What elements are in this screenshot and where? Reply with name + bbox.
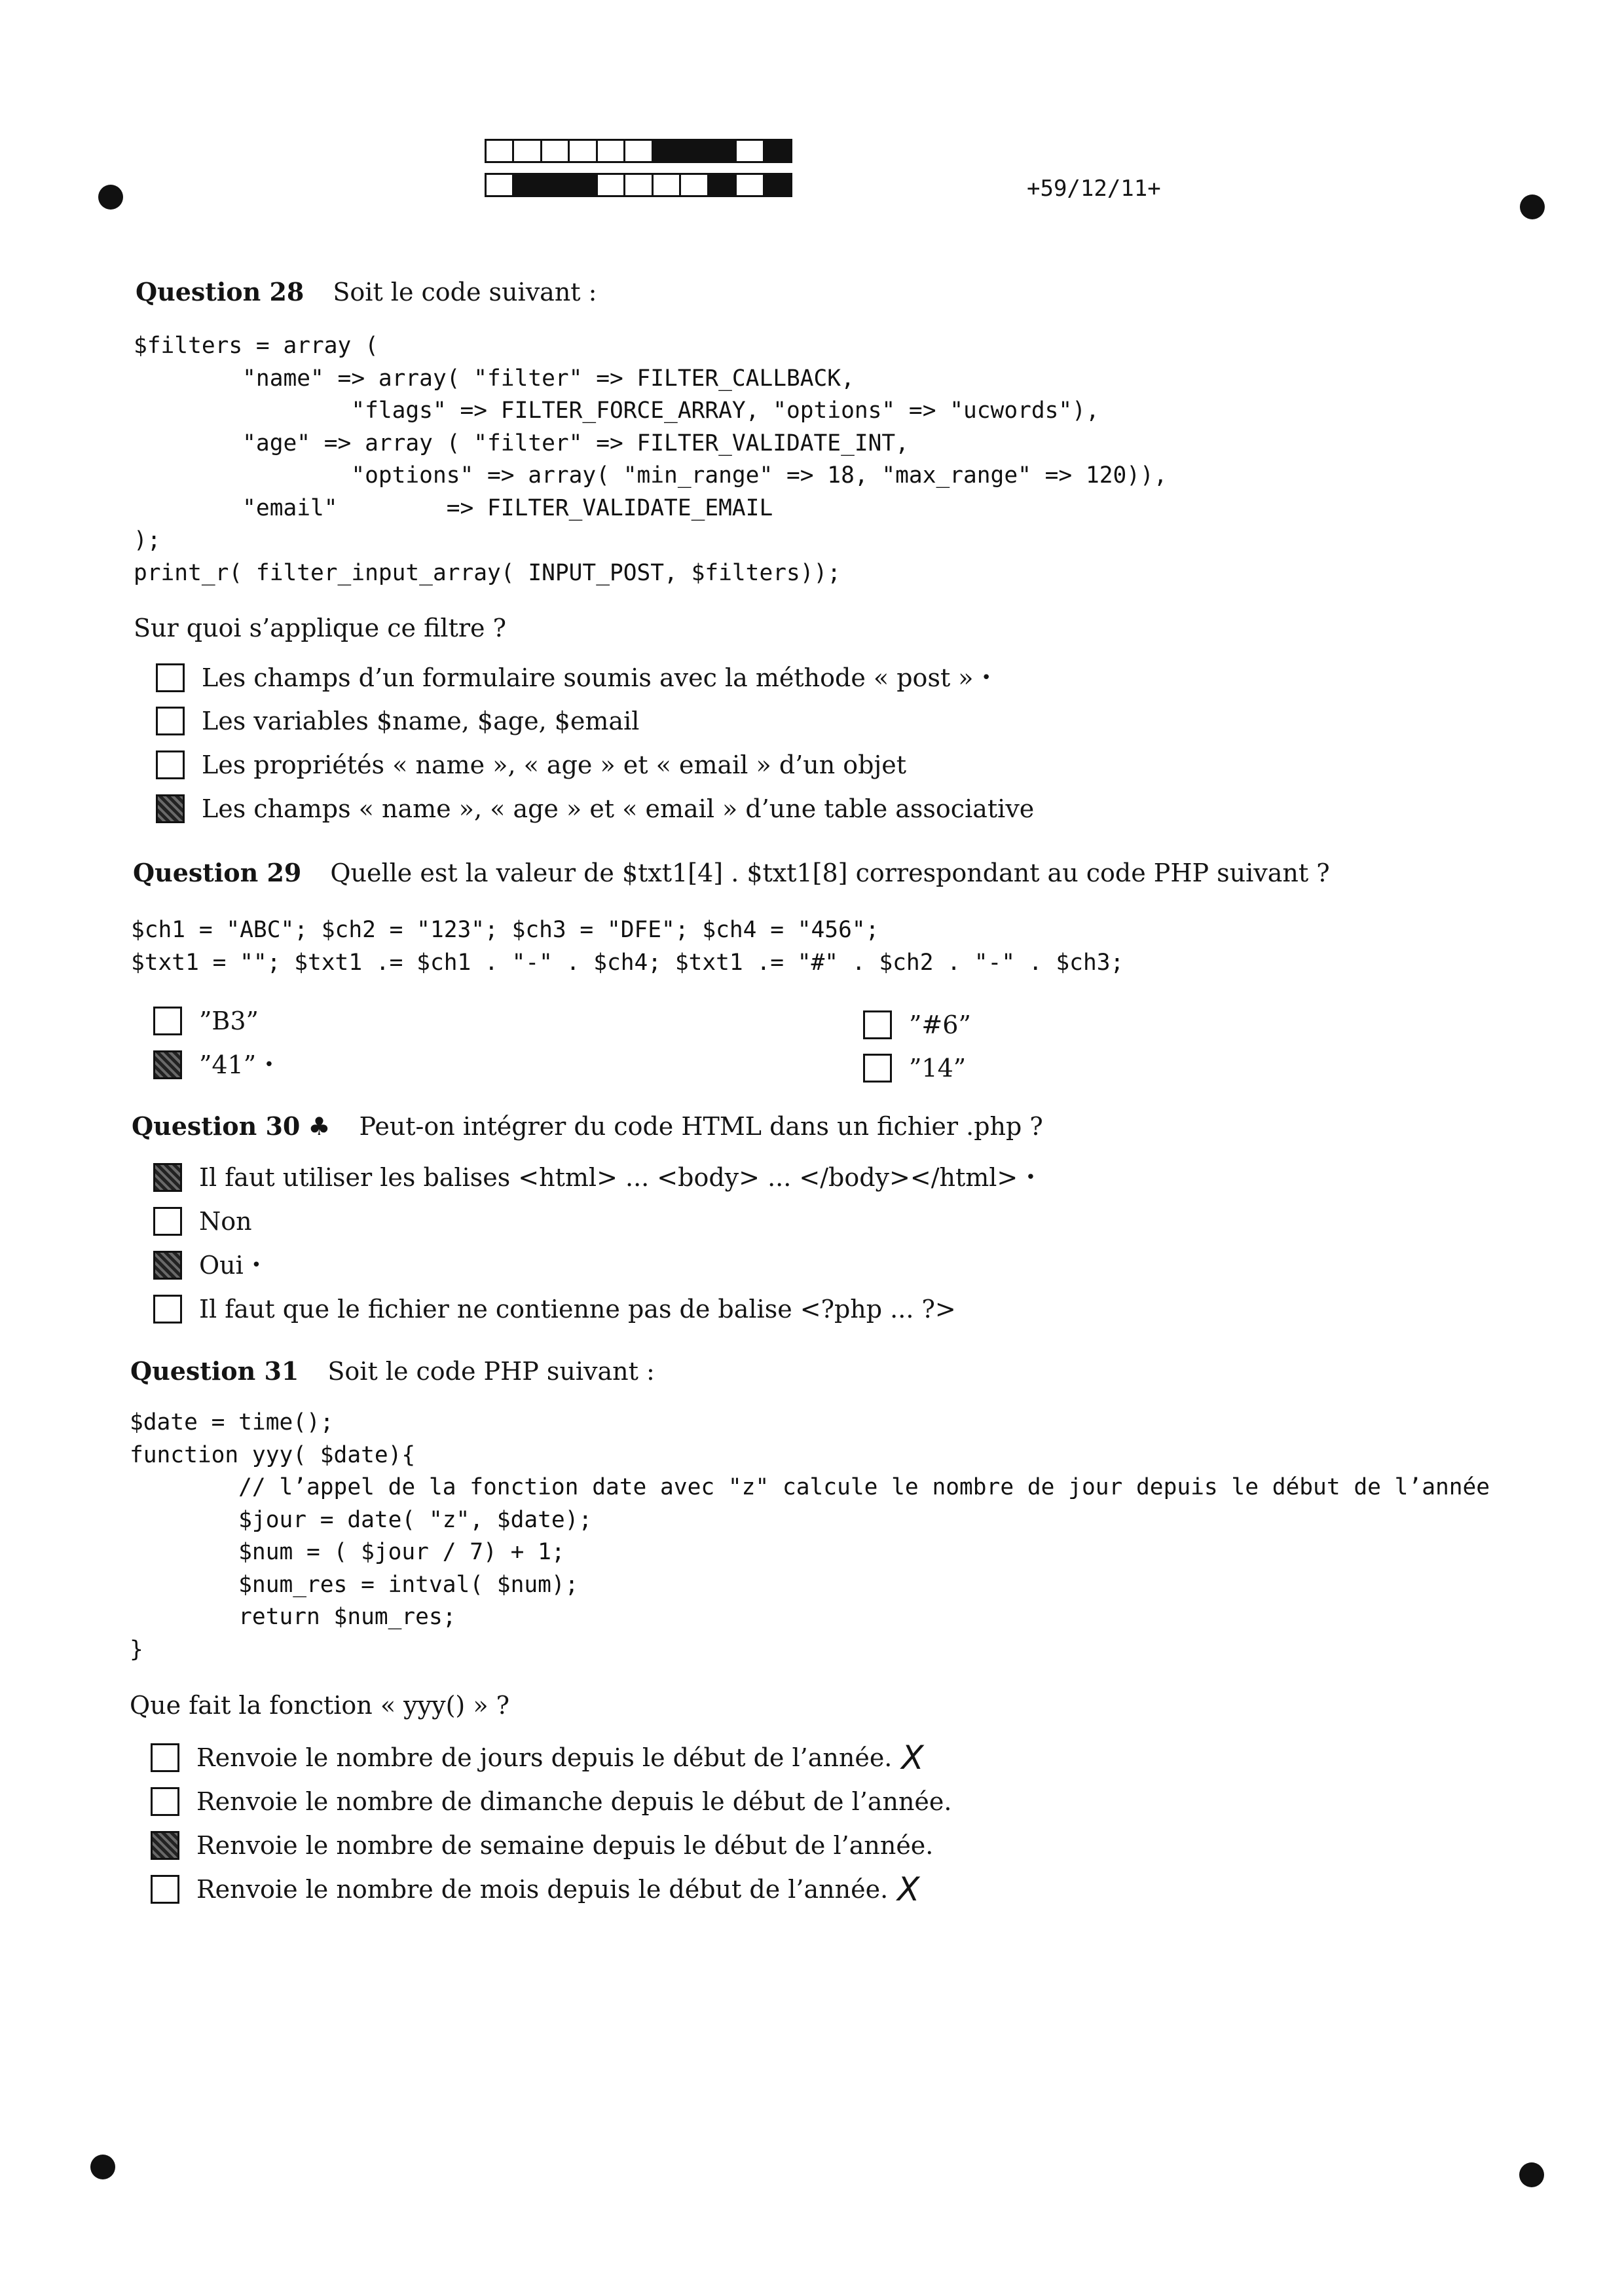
barcode-cell xyxy=(654,175,681,195)
checkbox[interactable] xyxy=(863,1054,892,1083)
checkbox[interactable] xyxy=(153,1163,182,1192)
answer-choice[interactable] xyxy=(153,1206,252,1236)
barcode-cell xyxy=(737,175,764,195)
choice-label: ”41” xyxy=(199,1050,257,1079)
choice-label: ”14” xyxy=(909,1054,967,1083)
question-28-header xyxy=(136,277,597,307)
barcode-cell xyxy=(709,141,737,161)
pen-dot-icon: • xyxy=(981,668,991,688)
choice-label: ”B3” xyxy=(199,1007,259,1035)
answer-choice[interactable] xyxy=(153,1294,956,1324)
question-30-header xyxy=(132,1111,1043,1141)
answer-choice[interactable] xyxy=(151,1787,951,1817)
choice-label: Renvoie le nombre de jours depuis le début de l’année. xyxy=(196,1743,893,1772)
barcode-cell xyxy=(681,141,709,161)
choice-label: Les propriétés « name », « age » et « email » d’un objet xyxy=(202,750,907,779)
barcode-cell xyxy=(542,141,570,161)
answer-choice[interactable] xyxy=(156,706,639,736)
registration-mark-top-right xyxy=(1520,194,1545,219)
answer-choice[interactable] xyxy=(863,1010,971,1040)
barcode-cell xyxy=(737,141,764,161)
barcode-cell xyxy=(487,141,514,161)
question-text: Soit le code PHP suivant : xyxy=(327,1357,655,1386)
question-number: Question 30 xyxy=(132,1111,301,1141)
barcode-cell xyxy=(654,141,681,161)
answer-choice[interactable] xyxy=(151,1870,920,1908)
barcode-cell xyxy=(598,175,625,195)
answer-choice[interactable] xyxy=(153,1006,259,1036)
question-text: Peut-on intégrer du code HTML dans un fichier .php ? xyxy=(359,1112,1043,1141)
checkbox[interactable] xyxy=(153,1007,182,1035)
registration-mark-bottom-left xyxy=(90,2155,115,2179)
code-block: $ch1 = "ABC"; $ch2 = "123"; $ch3 = "DFE"; $ch4 = "456"; $txt1 = ""; $txt1 .= $ch1 . "-" . $ch4; $txt1 .= "#" . $ch2 . "-" . $ch3; xyxy=(131,917,1124,976)
choice-label: Renvoie le nombre de dimanche depuis le début de l’année. xyxy=(196,1787,952,1816)
answer-choice[interactable] xyxy=(156,663,991,693)
answer-choice[interactable] xyxy=(151,1739,924,1777)
barcode-row xyxy=(485,139,792,163)
checkbox[interactable] xyxy=(151,1787,179,1816)
checkbox[interactable] xyxy=(156,750,185,779)
answer-choice[interactable] xyxy=(153,1162,1036,1193)
pen-dot-icon: • xyxy=(251,1255,262,1275)
barcode-cell xyxy=(570,141,597,161)
registration-mark-bottom-right xyxy=(1519,2162,1544,2187)
barcode-cell xyxy=(681,175,709,195)
choice-label: Les champs d’un formulaire soumis avec la méthode « post » xyxy=(202,663,974,692)
checkbox[interactable] xyxy=(863,1010,892,1039)
question-text: Quelle est la valeur de $txt1[4] . $txt1[8] correspondant au code PHP suivant ? xyxy=(330,859,1330,887)
choice-label: ”#6” xyxy=(909,1010,971,1039)
barcode-cell xyxy=(542,175,570,195)
choice-label: Les variables $name, $age, $email xyxy=(202,707,640,735)
question-29-header xyxy=(133,858,1330,888)
barcode-cell xyxy=(765,141,790,161)
checkbox[interactable] xyxy=(153,1251,182,1280)
checkbox[interactable] xyxy=(156,707,185,735)
question-number: Question 28 xyxy=(136,277,304,306)
answer-choice[interactable] xyxy=(863,1053,966,1083)
barcode-cell xyxy=(765,175,790,195)
barcode-cell xyxy=(514,141,542,161)
checkbox[interactable] xyxy=(156,663,185,692)
code-block: $filters = array ( "name" => array( "filter" => FILTER_CALLBACK, "flags" => FILTER_FORCE_ARRAY, "options" => "ucwords"), "age" => array ( "filter" => FILTER_VALIDATE_INT, "options" => array( "min_range" => 18, "max_range" => 120)), "email" => FILTER_VALIDATE_EMAIL ); print_r( filter_input_array( INPUT_POST, $filters)); xyxy=(134,333,1168,586)
choice-label: Il faut que le fichier ne contienne pas de balise <?php ... ?> xyxy=(199,1295,956,1324)
answer-choice[interactable] xyxy=(153,1250,261,1280)
registration-mark-top-left xyxy=(98,185,123,210)
checkbox[interactable] xyxy=(156,794,185,823)
choice-label: Il faut utiliser les balises <html> ... <body> ... </body></html> xyxy=(199,1163,1018,1192)
choice-label: Renvoie le nombre de semaine depuis le début de l’année. xyxy=(196,1831,934,1860)
checkbox[interactable] xyxy=(151,1743,179,1772)
barcode-cell xyxy=(514,175,542,195)
choice-label: Les champs « name », « age » et « email » d’une table associative xyxy=(202,794,1035,823)
choice-label: Non xyxy=(199,1207,252,1236)
question-text: Soit le code suivant : xyxy=(333,278,597,306)
club-icon: ♣ xyxy=(308,1112,331,1141)
pen-cross-icon: X xyxy=(897,1870,920,1908)
barcode-row xyxy=(485,173,792,197)
answer-choice[interactable] xyxy=(151,1830,933,1861)
pen-dot-icon: • xyxy=(264,1055,274,1075)
barcode-cell xyxy=(487,175,514,195)
checkbox[interactable] xyxy=(153,1295,182,1324)
page-id: +59/12/11+ xyxy=(1027,176,1161,202)
choice-label: Renvoie le nombre de mois depuis le début de l’année. xyxy=(196,1875,889,1904)
checkbox[interactable] xyxy=(153,1207,182,1236)
pen-cross-icon: X xyxy=(901,1739,924,1777)
code-block: $date = time(); function yyy( $date){ // l’appel de la fonction date avec "z" calcule le nombre de jour depuis le début de l’année $jour = date( "z", $date); $num = ( $jour / 7) + 1; $num_res = intval( $num); return $num_res; } xyxy=(130,1409,1490,1663)
checkbox[interactable] xyxy=(153,1050,182,1079)
barcode-cell xyxy=(625,175,653,195)
checkbox[interactable] xyxy=(151,1831,179,1860)
answer-choice[interactable] xyxy=(153,1050,274,1080)
question-31-header xyxy=(130,1356,655,1386)
pen-dot-icon: • xyxy=(1025,1168,1036,1187)
checkbox[interactable] xyxy=(151,1875,179,1904)
barcode-cell xyxy=(709,175,737,195)
question-number: Question 29 xyxy=(133,858,302,887)
barcode-cell xyxy=(625,141,653,161)
barcode-cell xyxy=(570,175,597,195)
choice-label: Oui xyxy=(199,1251,244,1280)
question-prompt: Que fait la fonction « yyy() » ? xyxy=(130,1691,510,1720)
question-prompt: Sur quoi s’applique ce filtre ? xyxy=(134,614,506,642)
answer-choice[interactable] xyxy=(156,750,906,780)
barcode-cell xyxy=(598,141,625,161)
question-number: Question 31 xyxy=(130,1356,299,1386)
answer-choice[interactable] xyxy=(156,794,1034,824)
